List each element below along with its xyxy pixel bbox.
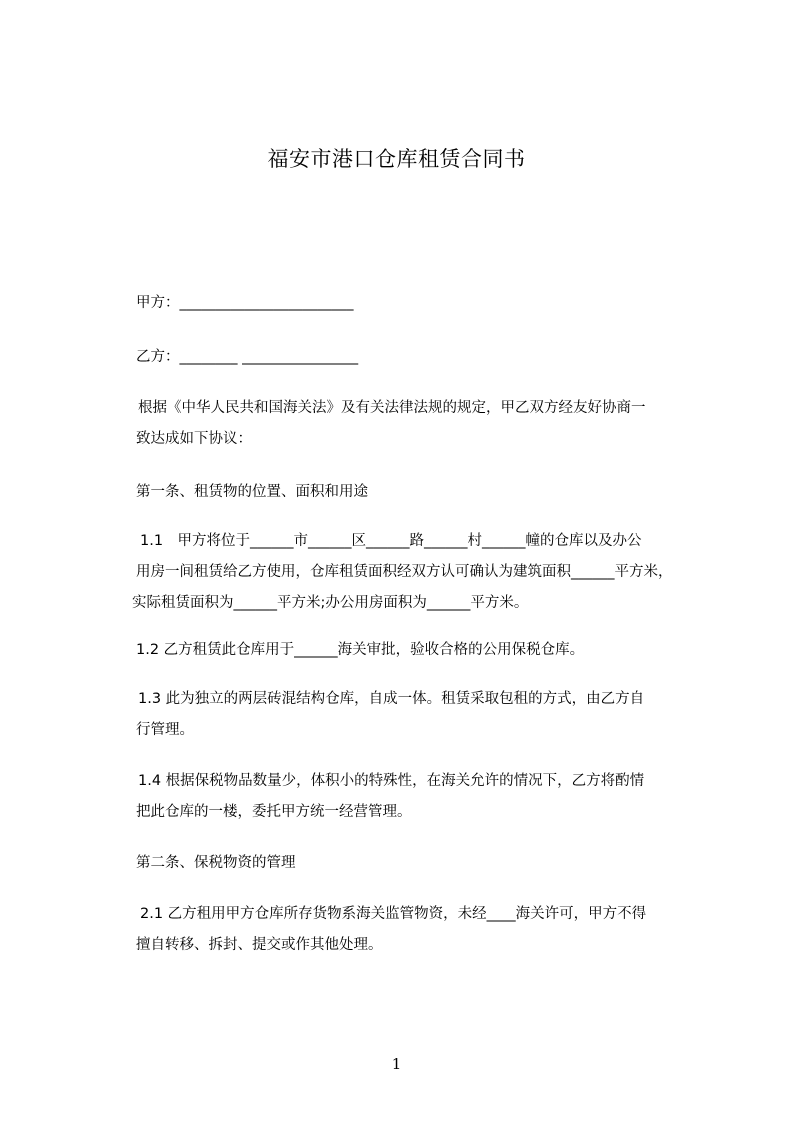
- article-1-heading: 第一条、租赁物的位置、面积和用途: [136, 484, 368, 500]
- clause-1-1-row-1: 1.1 甲方将位于______市______区______路______村______幢的仓库以及办公: [140, 533, 642, 549]
- clause-1-2: 1.2 乙方租赁此仓库用于______海关审批，验收合格的公用保税仓库。: [136, 642, 585, 658]
- clause-1-1: [132, 526, 702, 619]
- clause-1-3-row-1: 1.3 此为独立的两层砖混结构仓库，自成一体。租赁采取包租的方式，由乙方自: [138, 691, 645, 707]
- party-a-line: 甲方：________________________: [136, 295, 354, 311]
- clause-1-3: [136, 684, 702, 746]
- clause-1-1-row-3: 实际租赁面积为______平方米;办公用房面积为______平方米。: [132, 595, 529, 611]
- clause-2-1: [136, 899, 702, 961]
- clause-1-3-row-2: 行管理。: [136, 722, 194, 738]
- clause-1-4: [136, 766, 702, 828]
- party-b-line: 乙方：________ ________________: [136, 349, 359, 365]
- preamble-row-1: 根据《中华人民共和国海关法》及有关法律法规的规定，甲乙双方经友好协商一: [138, 400, 646, 416]
- document-title: 福安市港口仓库租赁合同书: [267, 147, 526, 171]
- preamble-row-2: 致达成如下协议：: [136, 431, 252, 447]
- preamble-paragraph: [136, 393, 702, 455]
- page-number: 1: [391, 1055, 402, 1073]
- article-2-heading: 第二条、保税物资的管理: [136, 855, 296, 871]
- clause-1-4-row-2: 把此仓库的一楼，委托甲方统一经营管理。: [136, 804, 412, 820]
- clause-1-1-row-2: 用房一间租赁给乙方使用，仓库租赁面积经双方认可确认为建筑面积______平方米，: [136, 564, 673, 580]
- clause-1-4-row-1: 1.4 根据保税物品数量少，体积小的特殊性，在海关允许的情况下，乙方将酌情: [138, 773, 645, 789]
- clause-2-1-row-2: 擅自转移、拆封、提交或作其他处理。: [136, 937, 383, 953]
- clause-2-1-row-1: 2.1 乙方租用甲方仓库所存货物系海关监管物资，未经____海关许可，甲方不得: [140, 906, 647, 922]
